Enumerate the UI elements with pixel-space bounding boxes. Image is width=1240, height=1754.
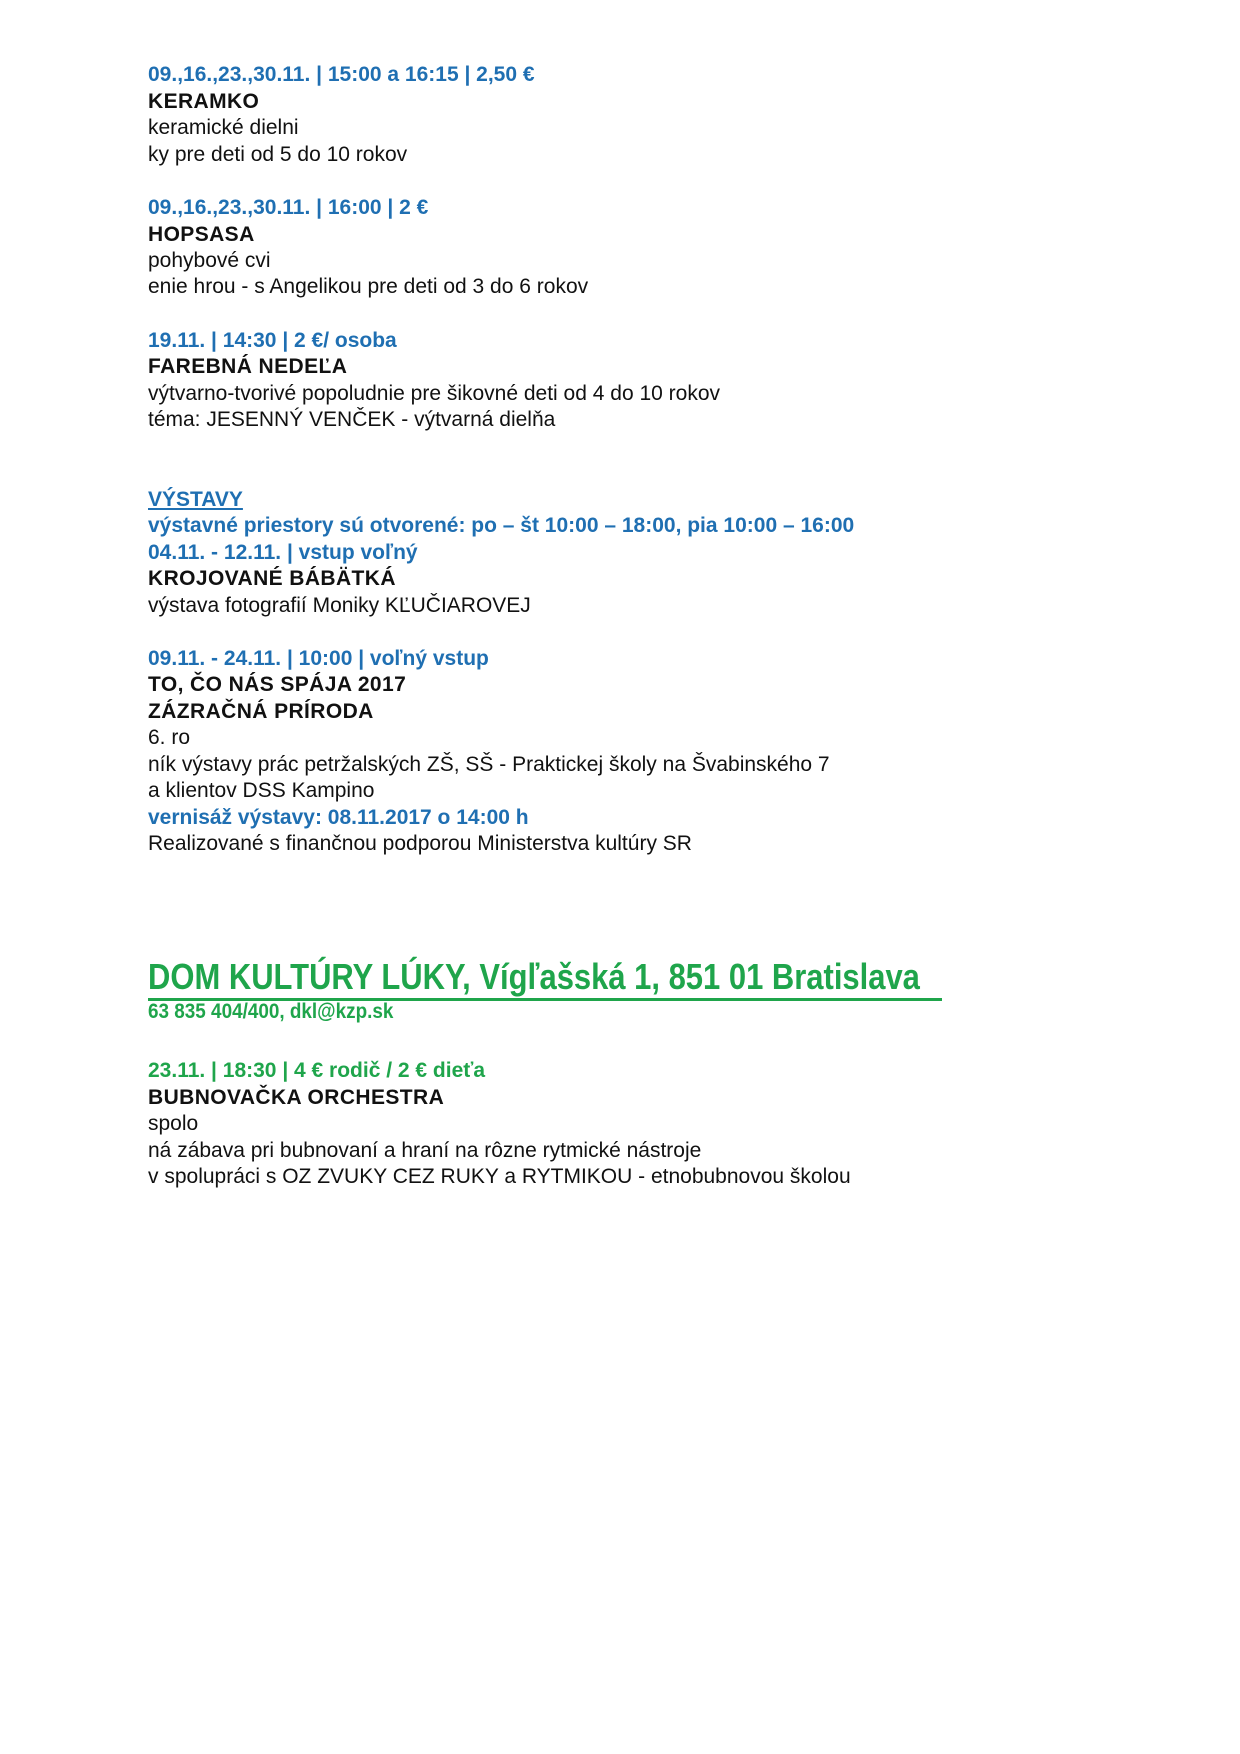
exhibition-spaja-support: Realizované s finančnou podporou Ministerstva kultúry SR [148, 832, 692, 855]
exhibition-spaja-desc-2: ník výstavy prác petržalských ZŠ, SŠ - Praktickej školy na Švabinského 7 [148, 753, 830, 776]
exhibition-spaja-desc-1: 6. ro [148, 726, 191, 749]
venue-title: DOM KULTÚRY LÚKY, Vígľašská 1, 851 01 Bratislava [148, 956, 920, 997]
exhibition-spaja-vernissage: vernisáž výstavy: 08.11.2017 o 14:00 h [148, 806, 529, 829]
venue-event-desc-2: ná zábava pri bubnovaní a hraní na rôzne rytmické nástroje [148, 1139, 702, 1162]
event-farebna-nedela-desc-1: výtvarno-tvorivé popoludnie pre šikovné deti od 4 do 10 rokov [148, 382, 721, 405]
event-hopsasa-title: HOPSASA [148, 223, 255, 246]
event-keramko-meta: 09.,16.,23.,30.11. | 15:00 a 16:15 | 2,50 € [148, 63, 535, 86]
event-hopsasa-meta: 09.,16.,23.,30.11. | 16:00 | 2 € [148, 196, 429, 219]
venue-event-title: BUBNOVAČKA ORCHESTRA [148, 1086, 445, 1109]
exhibition-spaja-title-2: ZÁZRAČNÁ PRÍRODA [148, 700, 374, 723]
exhibition-spaja-title-1: TO, ČO NÁS SPÁJA 2017 [148, 673, 407, 696]
exhibition-krojovane-meta: 04.11. - 12.11. | vstup voľný [148, 541, 418, 564]
venue-event-desc-1: spolo [148, 1112, 199, 1135]
venue-event-desc-3: v spolupráci s OZ ZVUKY CEZ RUKY a RYTMIKOU - etnobubnovou školou [148, 1165, 851, 1188]
event-farebna-nedela-desc-2: téma: JESENNÝ VENČEK - výtvarná dielňa [148, 408, 556, 431]
event-hopsasa-desc-1: pohybové cvi [148, 249, 271, 272]
event-keramko-title: KERAMKO [148, 90, 260, 113]
event-farebna-nedela-meta: 19.11. | 14:30 | 2 €/ osoba [148, 329, 397, 352]
event-keramko-desc-1: keramické dielni [148, 116, 299, 139]
exhibition-krojovane-desc: výstava fotografií Moniky KĽUČIAROVEJ [148, 594, 531, 617]
venue-event-meta: 23.11. | 18:30 | 4 € rodič / 2 € dieťa [148, 1059, 486, 1082]
event-farebna-nedela-title: FAREBNÁ NEDEĽA [148, 355, 348, 378]
exhibition-spaja-desc-3: a klientov DSS Kampino [148, 779, 375, 802]
exhibition-spaja-meta: 09.11. - 24.11. | 10:00 | voľný vstup [148, 647, 489, 670]
exhibitions-hours: výstavné priestory sú otvorené: po – št 10:00 – 18:00, pia 10:00 – 16:00 [148, 514, 855, 537]
event-keramko-desc-2: ky pre deti od 5 do 10 rokov [148, 143, 408, 166]
event-hopsasa-desc-2: enie hrou - s Angelikou pre deti od 3 do 6 rokov [148, 275, 589, 298]
exhibitions-heading: VÝSTAVY [148, 488, 243, 511]
venue-contact: 63 835 404/400, dkl@kzp.sk [148, 1000, 394, 1023]
exhibition-krojovane-title: KROJOVANÉ BÁBÄTKÁ [148, 567, 396, 590]
